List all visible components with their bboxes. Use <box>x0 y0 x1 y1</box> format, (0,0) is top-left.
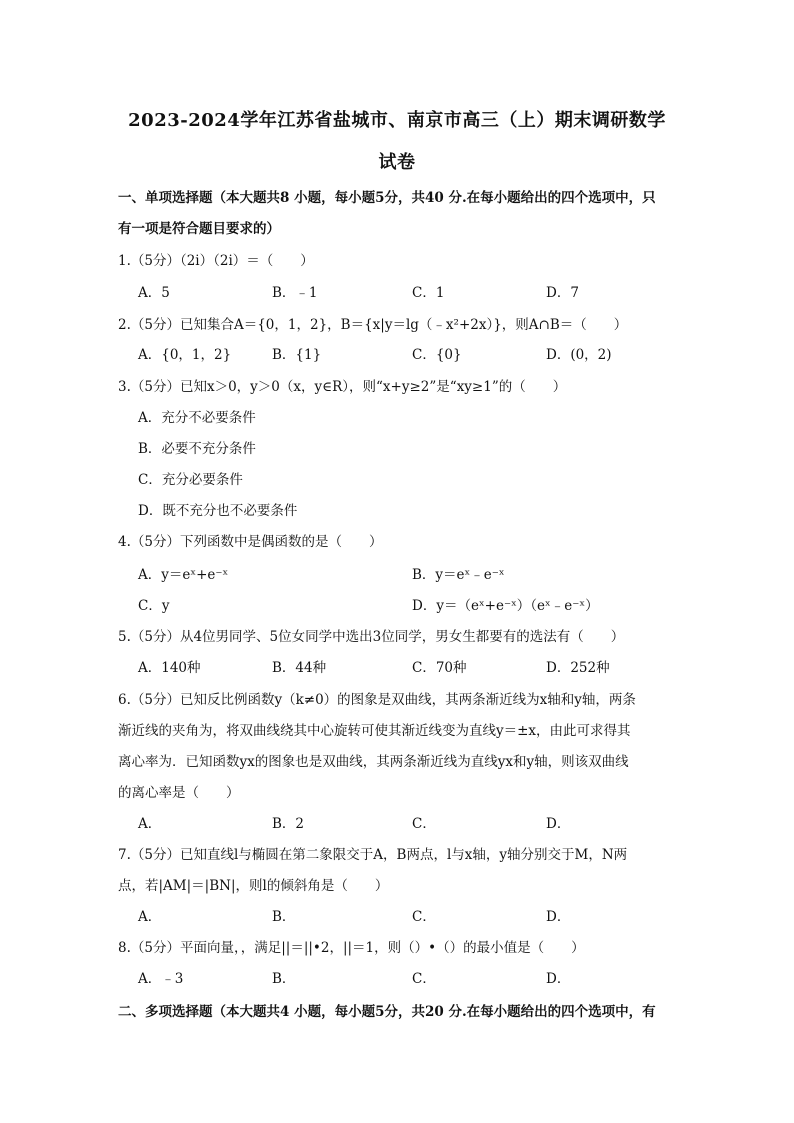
question-1-stem: 1.（5分）（2i）（2i）＝（ ） <box>118 253 314 269</box>
question-6-line-3: 离心率为．已知函数yx的图象也是双曲线，其两条渐近线为直线yx和y轴，则该双曲线 <box>118 754 629 770</box>
question-2-option-a: A．{0，1，2} <box>138 347 232 363</box>
question-7-option-b: B． <box>272 909 296 925</box>
question-1-option-a: A．5 <box>138 285 170 301</box>
question-8-option-b: B． <box>272 971 296 987</box>
question-3-option-d: D．既不充分也不必要条件 <box>138 503 298 519</box>
exam-title-line2: 试卷 <box>378 152 416 173</box>
question-4-option-c: C．y <box>138 598 170 614</box>
question-8-option-a: A．﹣3 <box>138 971 184 987</box>
question-2-option-b: B．{1} <box>272 347 322 363</box>
question-6-option-d: D． <box>546 816 571 832</box>
question-6-line-4: 的离心率是（ ） <box>118 785 240 801</box>
question-7-option-a: A． <box>138 909 162 925</box>
question-3-option-b: B．必要不充分条件 <box>138 441 256 457</box>
question-6-option-a: A． <box>138 816 162 832</box>
question-4-stem: 4.（5分）下列函数中是偶函数的是（ ） <box>118 534 383 550</box>
question-6-line-1: 6.（5分）已知反比例函数y（k≠0）的图象是双曲线，其两条渐近线为x轴和y轴，两条 <box>118 692 636 708</box>
question-6-line-2: 渐近线的夹角为，将双曲线绕其中心旋转可使其渐近线变为直线y＝±x，由此可求得其 <box>118 723 631 739</box>
question-4-option-a: A．y＝eˣ+e⁻ˣ <box>138 567 229 583</box>
question-5-option-d: D．252种 <box>546 660 610 676</box>
question-4-option-d: D．y＝（eˣ+e⁻ˣ）（eˣ﹣e⁻ˣ） <box>412 598 599 614</box>
question-7-line-1: 7.（5分）已知直线l与椭圆在第二象限交于A，B两点，l与x轴，y轴分别交于M，N两 <box>118 847 628 863</box>
question-3-stem: 3.（5分）已知x＞0，y＞0（x，y∈R），则“x+y≥2”是“xy≥1”的（ ） <box>118 379 567 395</box>
question-7-option-d: D． <box>546 909 571 925</box>
question-5-stem: 5.（5分）从4位男同学、5位女同学中选出3位同学，男女生都要有的选法有（ ） <box>118 629 625 645</box>
question-3-option-c: C．充分必要条件 <box>138 472 243 488</box>
question-8-option-c: C． <box>412 971 436 987</box>
question-4-option-b: B．y＝eˣ﹣e⁻ˣ <box>412 567 505 583</box>
question-6-option-b: B．2 <box>272 816 305 832</box>
question-7-option-c: C． <box>412 909 436 925</box>
exam-title-line1: 2023-2024学年江苏省盐城市、南京市高三（上）期末调研数学 <box>128 110 666 131</box>
question-5-option-a: A．140种 <box>138 660 201 676</box>
question-2-option-d: D．(0，2) <box>546 347 612 363</box>
section1-heading-line2: 有一项是符合题目要求的） <box>118 221 280 237</box>
question-8-option-d: D． <box>546 971 571 987</box>
question-1-option-c: C．1 <box>412 285 445 301</box>
question-1-option-d: D．7 <box>546 285 579 301</box>
question-6-option-c: C． <box>412 816 436 832</box>
section2-heading-line1: 二、多项选择题（本大题共4 小题，每小题5分，共20 分.在每小题给出的四个选项中，有 <box>118 1004 656 1020</box>
question-5-option-b: B．44种 <box>272 660 327 676</box>
question-3-option-a: A．充分不必要条件 <box>138 410 256 426</box>
question-2-option-c: C．{0} <box>412 347 462 363</box>
question-7-line-2: 点，若|AM|＝|BN|，则l的倾斜角是（ ） <box>118 878 389 894</box>
question-5-option-c: C．70种 <box>412 660 467 676</box>
question-8-stem: 8.（5分）平面向量，，满足||＝||•2，||＝1，则（）•（）的最小值是（ ） <box>118 940 585 956</box>
section1-heading-line1: 一、单项选择题（本大题共8 小题，每小题5分，共40 分.在每小题给出的四个选项中，只 <box>118 190 656 206</box>
question-2-stem: 2.（5分）已知集合A＝{0，1，2}，B＝{x|y＝lg（﹣x²+2x）}，则A∩B＝（ ） <box>118 317 628 333</box>
question-1-option-b: B．﹣1 <box>272 285 318 301</box>
